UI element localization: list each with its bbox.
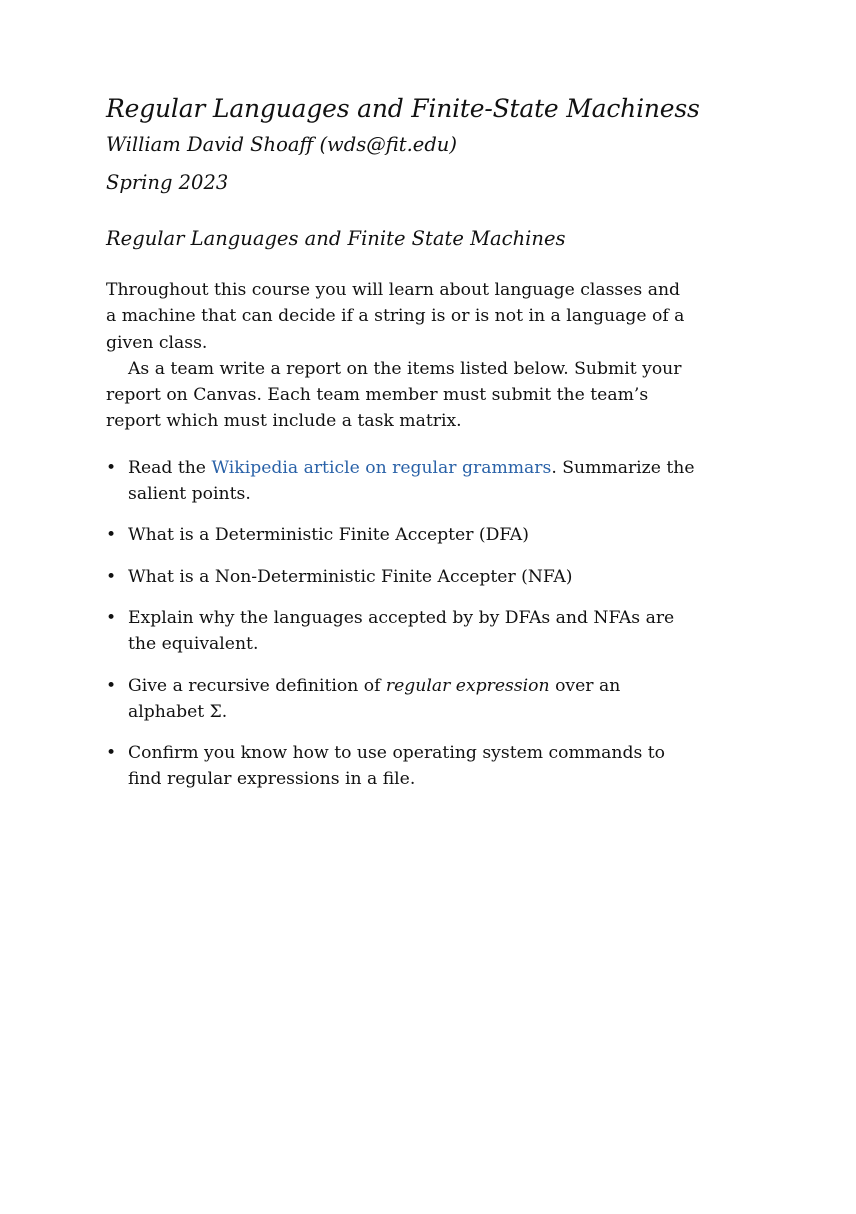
regular-expression-term: regular expression	[385, 675, 550, 696]
task-text: What is a Deterministic Finite Accepter (DFA)	[128, 525, 529, 546]
task-text: over an alphabet Σ.	[128, 675, 621, 722]
task-text: . Summarize the salient points.	[128, 457, 695, 505]
list-item	[106, 564, 696, 590]
list-item	[106, 740, 696, 793]
bullet-icon: •	[106, 566, 117, 587]
task-text: Give a recursive definition of	[128, 675, 386, 696]
section-title: Regular Languages and Finite State Machines	[106, 227, 566, 250]
list-item	[106, 455, 696, 508]
bullet-icon: •	[106, 743, 117, 764]
list-item	[106, 522, 696, 548]
bullet-icon: •	[106, 457, 117, 478]
bullet-icon: •	[106, 525, 117, 546]
document-title: Regular Languages and Finite-State Machiness	[106, 94, 700, 123]
document-author: William David Shoaff (wds@fit.edu)	[106, 133, 457, 156]
list-item	[106, 673, 696, 726]
list-item	[106, 605, 696, 658]
task-text: Explain why the languages accepted by by DFAs and NFAs are the equivalent.	[128, 607, 675, 655]
task-text: Confirm you know how to use operating system commands to find regular expressions in a file.	[128, 743, 665, 790]
bullet-icon: •	[106, 607, 117, 628]
section-body	[106, 277, 691, 435]
document-page	[106, 92, 706, 808]
task-text: What is a Non-Deterministic Finite Accepter (NFA)	[128, 566, 573, 587]
instructions-paragraph: As a team write a report on the items listed below. Submit your report on Canvas. Each team member must submit the team’s report which must include a task matrix.	[106, 358, 682, 432]
wikipedia-link[interactable]: Wikipedia article on regular grammars	[211, 457, 552, 478]
document-date: Spring 2023	[106, 171, 229, 194]
bullet-icon: •	[106, 675, 117, 696]
intro-paragraph: Throughout this course you will learn about language classes and a machine that can decide if a string is or is not in a language of a given class.	[106, 280, 685, 353]
task-list	[106, 455, 696, 793]
task-text: Read the	[128, 457, 212, 478]
